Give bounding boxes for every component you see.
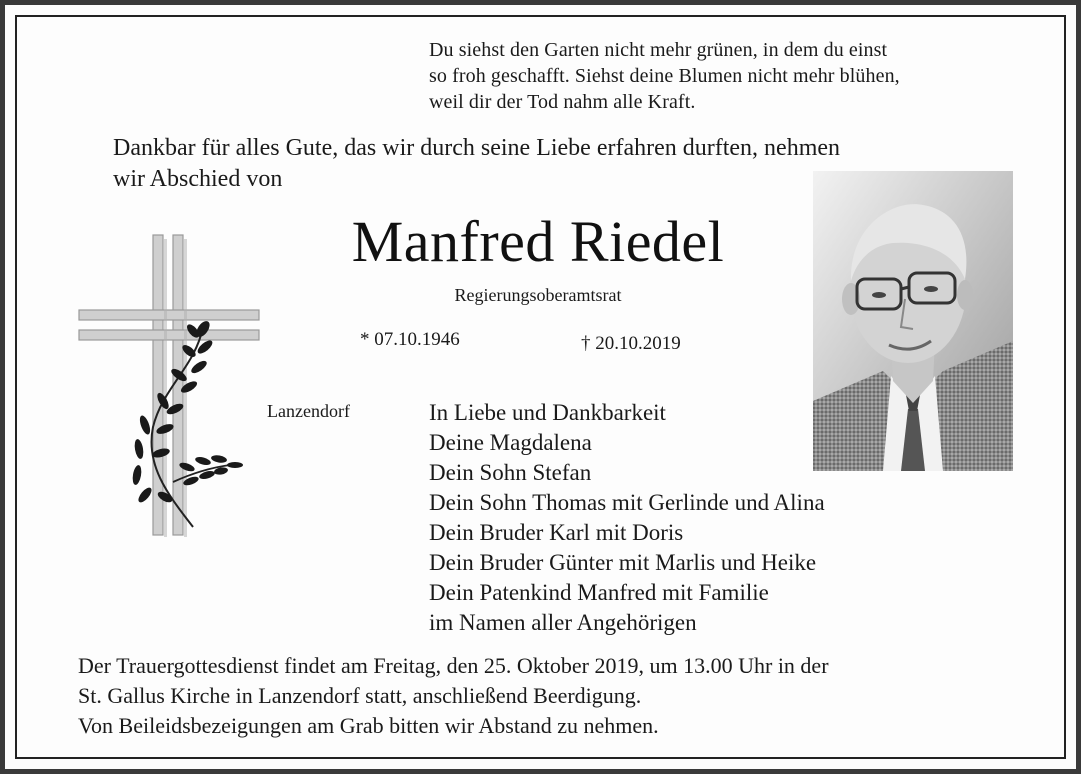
poem-line: Du siehst den Garten nicht mehr grünen, in dem du einst	[429, 39, 888, 61]
footer-line: St. Gallus Kirche in Lanzendorf statt, anschließend Beerdigung.	[78, 683, 642, 708]
poem-line: so froh geschafft. Siehst deine Blumen nicht mehr blühen,	[429, 65, 900, 87]
portrait-photo	[813, 171, 1013, 471]
poem-verse	[429, 37, 1029, 115]
poem-line: weil dir der Tod nahm alle Kraft.	[429, 91, 696, 113]
service-info	[78, 651, 1038, 741]
list-item: In Liebe und Dankbarkeit	[429, 400, 666, 425]
footer-line: Der Trauergottesdienst findet am Freitag, den 25. Oktober 2019, um 13.00 Uhr in der	[78, 653, 829, 678]
obituary-notice	[5, 5, 1076, 769]
list-item: Dein Bruder Karl mit Doris	[429, 520, 684, 545]
deceased-title: Regierungsoberamtsrat	[454, 285, 622, 305]
list-item: Deine Magdalena	[429, 430, 592, 455]
list-item: Dein Patenkind Manfred mit Familie	[429, 580, 769, 605]
deceased-name: Manfred Riedel	[351, 209, 725, 274]
footer-line: Von Beileidsbezeigungen am Grab bitten wir Abstand zu nehmen.	[78, 713, 659, 738]
list-item: Dein Sohn Thomas mit Gerlinde und Alina	[429, 490, 825, 515]
intro-line: wir Abschied von	[113, 166, 283, 192]
birth-date: * 07.10.1946	[360, 329, 460, 350]
list-item: Dein Bruder Günter mit Marlis und Heike	[429, 550, 817, 575]
list-item: im Namen aller Angehörigen	[429, 610, 697, 635]
place-name: Lanzendorf	[267, 401, 350, 421]
intro-line: Dankbar für alles Gute, das wir durch seine Liebe erfahren durften, nehmen	[113, 135, 841, 161]
list-item: Dein Sohn Stefan	[429, 460, 592, 485]
death-date: † 20.10.2019	[581, 333, 681, 354]
